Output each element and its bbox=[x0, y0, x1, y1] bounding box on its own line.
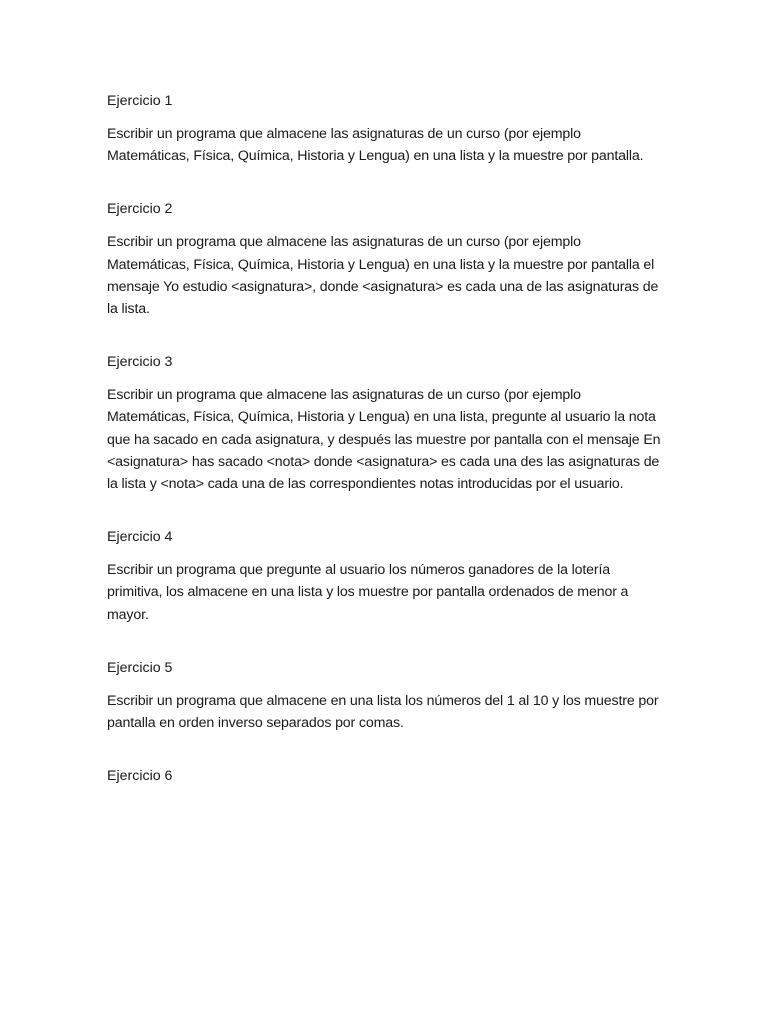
exercise-6 bbox=[107, 766, 667, 786]
exercise-3 bbox=[107, 352, 667, 495]
exercise-title: Ejercicio 4 bbox=[107, 529, 173, 546]
exercise-title: Ejercicio 6 bbox=[107, 768, 173, 785]
exercise-4 bbox=[107, 527, 667, 626]
exercise-text: Escribir un programa que almacene las asignaturas de un curso (por ejemplo Matemáticas, Física, Química, Historia y Lengua) en una lista y la muestre por pantalla. bbox=[107, 126, 644, 165]
exercise-title: Ejercicio 1 bbox=[107, 93, 173, 109]
exercise-title: Ejercicio 2 bbox=[107, 201, 173, 218]
exercise-text: Escribir un programa que almacene las asignaturas de un curso (por ejemplo Matemáticas, Física, Química, Historia y Lengua) en una lista, pregunte al usuario la nota que ha sacado en cada asignatura, y después las muestre por pantalla con el mensaje En <asignatura> has sacado <nota> donde <asignatura> es cada una des las asignaturas de la lista y <nota> cada una de las correspondientes notas introducidas por el usuario. bbox=[107, 387, 661, 493]
exercise-5 bbox=[107, 658, 667, 734]
exercise-text: Escribir un programa que pregunte al usuario los números ganadores de la lotería primitiva, los almacene en una lista y los muestre por pantalla ordenados de menor a mayor. bbox=[107, 562, 629, 623]
exercise-text: Escribir un programa que almacene en una lista los números del 1 al 10 y los muestre por pantalla en orden inverso separados por comas. bbox=[107, 692, 659, 732]
exercise-1 bbox=[107, 91, 667, 167]
exercise-title: Ejercicio 5 bbox=[107, 659, 173, 676]
exercise-text: Escribir un programa que almacene las asignaturas de un curso (por ejemplo Matemáticas, Física, Química, Historia y Lengua) en una lista y la muestre por pantalla el mensaje Yo estudio <asignatura>, donde <asignatura> es cada una de las asignaturas de la lista. bbox=[107, 234, 659, 318]
exercise-2 bbox=[107, 199, 667, 320]
exercise-title: Ejercicio 3 bbox=[107, 354, 173, 371]
document-body bbox=[107, 91, 667, 798]
